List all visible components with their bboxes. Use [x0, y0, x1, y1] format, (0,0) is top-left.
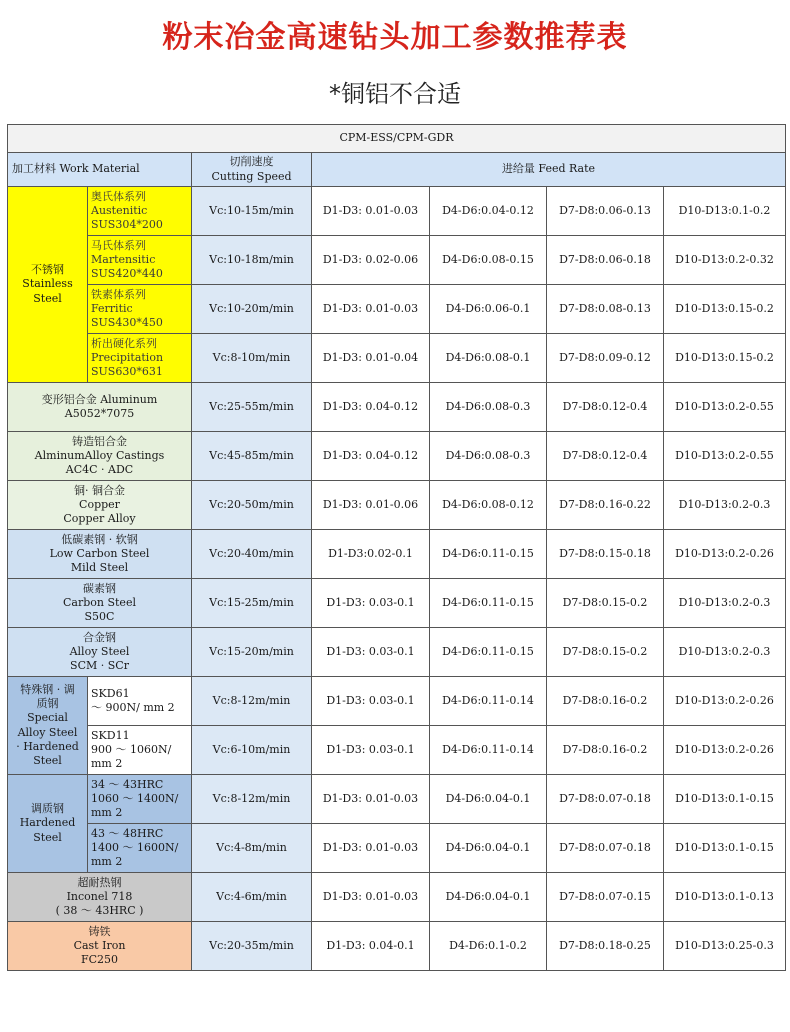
- feed-d1-d3: D1-D3: 0.04-0.12: [312, 383, 430, 432]
- feed-d7-d8: D7-D8:0.06-0.13: [547, 187, 664, 236]
- header-material: 加工材料 Work Material: [8, 153, 192, 187]
- sub-line: SKD11: [91, 728, 130, 742]
- sub-line: 铁素体系列: [91, 287, 146, 301]
- table-row: [8, 481, 786, 530]
- group-stainless: [8, 187, 88, 383]
- group-special-steel: [8, 677, 88, 775]
- page-subtitle: *铜铝不合适: [329, 80, 461, 108]
- cutting-speed: Vc:20-50m/min: [192, 481, 312, 530]
- feed-d4-d6: D4-D6:0.11-0.14: [430, 677, 547, 726]
- sub-line: SUS430*450: [91, 316, 163, 330]
- material-line: Copper: [79, 497, 120, 511]
- header-speed-en: Cutting Speed: [211, 169, 292, 183]
- material-low-carbon: [8, 530, 192, 579]
- feed-d1-d3: D1-D3: 0.03-0.1: [312, 677, 430, 726]
- cutting-speed: Vc:10-18m/min: [192, 236, 312, 285]
- group-special-line: Steel: [33, 753, 62, 767]
- material-alloy: [8, 628, 192, 677]
- material-line: AlminumAlloy Castings: [34, 448, 165, 462]
- group-hardened-steel: [8, 775, 88, 873]
- feed-d1-d3: D1-D3: 0.01-0.06: [312, 481, 430, 530]
- material-copper: [8, 481, 192, 530]
- feed-d10-d13: D10-D13:0.15-0.2: [664, 285, 786, 334]
- feed-d10-d13: D10-D13:0.2-0.26: [664, 726, 786, 775]
- feed-d10-d13: D10-D13:0.2-0.3: [664, 481, 786, 530]
- group-special-line: 特殊钢 · 调: [20, 683, 75, 697]
- cutting-speed: Vc:4-8m/min: [192, 824, 312, 873]
- material-line: FC250: [80, 953, 119, 967]
- material-line: 变形铝合金 Aluminum: [41, 392, 158, 406]
- table-row: [8, 530, 786, 579]
- material-heat-resistant: [8, 873, 192, 922]
- feed-d10-d13: D10-D13:0.1-0.15: [664, 775, 786, 824]
- feed-d10-d13: D10-D13:0.2-0.32: [664, 236, 786, 285]
- material-line: Copper Alloy: [63, 512, 136, 526]
- feed-d7-d8: D7-D8:0.08-0.13: [547, 285, 664, 334]
- cutting-speed: Vc:6-10m/min: [192, 726, 312, 775]
- material-line: ( 38 ～ 43HRC ): [55, 904, 144, 918]
- feed-d4-d6: D4-D6:0.08-0.1: [430, 334, 547, 383]
- feed-d1-d3: D1-D3: 0.01-0.03: [312, 775, 430, 824]
- cutting-speed: Vc:20-35m/min: [192, 922, 312, 971]
- table-row: [8, 726, 786, 775]
- table-row: [8, 187, 786, 236]
- feed-d10-d13: D10-D13:0.2-0.55: [664, 432, 786, 481]
- material-line: 碳素钢: [83, 581, 116, 595]
- feed-d7-d8: D7-D8:0.07-0.18: [547, 824, 664, 873]
- sub-line: Martensitic: [91, 252, 156, 266]
- group-hardened-line: Hardened: [19, 816, 76, 830]
- header-feed: 进给量 Feed Rate: [312, 153, 786, 187]
- table-row: [8, 334, 786, 383]
- material-line: A5052*7075: [64, 407, 135, 420]
- material-line: 铜· 铜合金: [74, 483, 125, 497]
- feed-d4-d6: D4-D6:0.11-0.15: [430, 628, 547, 677]
- cutting-speed: Vc:15-20m/min: [192, 628, 312, 677]
- feed-d10-d13: D10-D13:0.2-0.3: [664, 579, 786, 628]
- feed-d4-d6: D4-D6:0.04-0.1: [430, 873, 547, 922]
- group-stainless-line: 不锈钢: [31, 263, 64, 277]
- feed-d7-d8: D7-D8:0.18-0.25: [547, 922, 664, 971]
- cutting-speed: Vc:8-10m/min: [192, 334, 312, 383]
- feed-d1-d3: D1-D3: 0.03-0.1: [312, 579, 430, 628]
- cutting-speed: Vc:10-15m/min: [192, 187, 312, 236]
- sub-line: mm 2: [91, 855, 123, 869]
- feed-d7-d8: D7-D8:0.15-0.2: [547, 628, 664, 677]
- feed-d1-d3: D1-D3: 0.02-0.06: [312, 236, 430, 285]
- table-row: [8, 432, 786, 481]
- group-special-line: · Hardened: [16, 739, 79, 753]
- cutting-speed: Vc:4-6m/min: [192, 873, 312, 922]
- sub-material: [88, 187, 192, 236]
- material-line: 超耐热钢: [77, 875, 122, 889]
- sub-material: [88, 236, 192, 285]
- page-title: 粉末冶金高速钻头加工参数推荐表: [162, 20, 628, 55]
- group-special-line: 质钢: [36, 697, 59, 711]
- sub-material: [88, 824, 192, 873]
- feed-d1-d3: D1-D3: 0.01-0.03: [312, 187, 430, 236]
- material-carbon: [8, 579, 192, 628]
- group-special-line: Special: [27, 711, 68, 725]
- table-row: [8, 579, 786, 628]
- feed-d10-d13: D10-D13:0.2-0.3: [664, 628, 786, 677]
- feed-d1-d3: D1-D3: 0.03-0.1: [312, 628, 430, 677]
- table-title-row: [8, 125, 786, 153]
- sub-line: mm 2: [91, 757, 123, 771]
- table-row: [8, 775, 786, 824]
- table-row: [8, 824, 786, 873]
- table-title: CPM-ESS/CPM-GDR: [8, 125, 786, 153]
- sub-material: [88, 775, 192, 824]
- group-special-line: Alloy Steel: [17, 725, 78, 739]
- feed-d4-d6: D4-D6:0.08-0.3: [430, 432, 547, 481]
- feed-d1-d3: D1-D3: 0.01-0.04: [312, 334, 430, 383]
- feed-d1-d3: D1-D3: 0.03-0.1: [312, 726, 430, 775]
- feed-d1-d3: D1-D3: 0.01-0.03: [312, 285, 430, 334]
- sub-line: 奥氏体系列: [91, 189, 146, 203]
- sub-line: 1060 ～ 1400N/: [91, 791, 179, 805]
- material-line: Inconel 718: [66, 889, 133, 903]
- table-row: [8, 677, 786, 726]
- material-line: Mild Steel: [70, 561, 129, 575]
- feed-d7-d8: D7-D8:0.12-0.4: [547, 432, 664, 481]
- sub-line: 马氏体系列: [91, 238, 146, 252]
- feed-d7-d8: D7-D8:0.07-0.15: [547, 873, 664, 922]
- table-row: [8, 383, 786, 432]
- material-line: Carbon Steel: [63, 595, 136, 609]
- feed-d4-d6: D4-D6:0.11-0.15: [430, 530, 547, 579]
- material-line: Cast Iron: [73, 938, 126, 952]
- material-line: S50C: [84, 610, 115, 624]
- sub-line: Ferritic: [91, 301, 133, 315]
- header-row: [8, 153, 786, 187]
- cutting-speed: Vc:45-85m/min: [192, 432, 312, 481]
- material-line: Low Carbon Steel: [49, 546, 150, 560]
- material-line: Alloy Steel: [69, 644, 130, 658]
- material-line: SCM · SCr: [70, 659, 129, 673]
- sub-material: [88, 285, 192, 334]
- sub-line: SUS420*440: [91, 267, 163, 281]
- feed-d1-d3: D1-D3: 0.04-0.12: [312, 432, 430, 481]
- feed-d4-d6: D4-D6:0.04-0.1: [430, 775, 547, 824]
- table-row: [8, 285, 786, 334]
- sub-material: [88, 334, 192, 383]
- feed-d4-d6: D4-D6:0.06-0.1: [430, 285, 547, 334]
- cutting-speed: Vc:15-25m/min: [192, 579, 312, 628]
- feed-d10-d13: D10-D13:0.15-0.2: [664, 334, 786, 383]
- sub-line: ～ 900N/ mm 2: [91, 701, 175, 714]
- material-line: 铸铁: [88, 924, 111, 938]
- feed-d10-d13: D10-D13:0.25-0.3: [664, 922, 786, 971]
- table-row: [8, 873, 786, 922]
- sub-material: [88, 677, 192, 726]
- parameter-table: [7, 124, 786, 971]
- material-aluminum: [8, 383, 192, 432]
- feed-d10-d13: D10-D13:0.2-0.26: [664, 677, 786, 726]
- cutting-speed: Vc:25-55m/min: [192, 383, 312, 432]
- material-line: AC4C · ADC: [65, 463, 134, 477]
- header-speed-cn: 切削速度: [229, 155, 274, 169]
- feed-d7-d8: D7-D8:0.16-0.2: [547, 677, 664, 726]
- feed-d7-d8: D7-D8:0.09-0.12: [547, 334, 664, 383]
- sub-line: 1400 ～ 1600N/: [91, 840, 179, 854]
- group-stainless-line: Stainless: [22, 277, 73, 291]
- feed-d1-d3: D1-D3:0.02-0.1: [312, 530, 430, 579]
- feed-d4-d6: D4-D6:0.04-0.1: [430, 824, 547, 873]
- table-row: [8, 236, 786, 285]
- group-stainless-line: Steel: [33, 291, 62, 305]
- feed-d7-d8: D7-D8:0.06-0.18: [547, 236, 664, 285]
- feed-d1-d3: D1-D3: 0.04-0.1: [312, 922, 430, 971]
- feed-d7-d8: D7-D8:0.16-0.2: [547, 726, 664, 775]
- feed-d10-d13: D10-D13:0.2-0.26: [664, 530, 786, 579]
- header-speed: [192, 153, 312, 187]
- material-cast-iron: [8, 922, 192, 971]
- sub-material: [88, 726, 192, 775]
- cutting-speed: Vc:8-12m/min: [192, 775, 312, 824]
- cutting-speed: Vc:20-40m/min: [192, 530, 312, 579]
- feed-d7-d8: D7-D8:0.16-0.22: [547, 481, 664, 530]
- material-line: 低碳素钢 · 软钢: [61, 532, 138, 546]
- group-hardened-line: 调质钢: [31, 802, 64, 816]
- feed-d4-d6: D4-D6:0.08-0.15: [430, 236, 547, 285]
- sub-line: 析出硬化系列: [91, 336, 157, 350]
- feed-d4-d6: D4-D6:0.11-0.14: [430, 726, 547, 775]
- material-line: 铸造铝合金: [72, 434, 127, 448]
- material-cast-aluminum: [8, 432, 192, 481]
- sub-line: 43 ～ 48HRC: [91, 826, 164, 840]
- table-row: [8, 922, 786, 971]
- sub-line: 900 ～ 1060N/: [91, 742, 172, 756]
- feed-d10-d13: D10-D13:0.1-0.13: [664, 873, 786, 922]
- material-line: 合金钢: [83, 630, 116, 644]
- sub-line: Precipitation: [91, 350, 164, 364]
- cutting-speed: Vc:10-20m/min: [192, 285, 312, 334]
- feed-d7-d8: D7-D8:0.15-0.18: [547, 530, 664, 579]
- sub-line: mm 2: [91, 806, 123, 820]
- cutting-speed: Vc:8-12m/min: [192, 677, 312, 726]
- feed-d1-d3: D1-D3: 0.01-0.03: [312, 824, 430, 873]
- feed-d4-d6: D4-D6:0.04-0.12: [430, 187, 547, 236]
- group-hardened-line: Steel: [33, 830, 62, 844]
- feed-d4-d6: D4-D6:0.1-0.2: [430, 922, 547, 971]
- feed-d4-d6: D4-D6:0.08-0.12: [430, 481, 547, 530]
- feed-d7-d8: D7-D8:0.07-0.18: [547, 775, 664, 824]
- sub-line: SUS630*631: [91, 365, 163, 379]
- feed-d1-d3: D1-D3: 0.01-0.03: [312, 873, 430, 922]
- feed-d4-d6: D4-D6:0.08-0.3: [430, 383, 547, 432]
- feed-d7-d8: D7-D8:0.15-0.2: [547, 579, 664, 628]
- feed-d7-d8: D7-D8:0.12-0.4: [547, 383, 664, 432]
- sub-line: Austenitic: [91, 203, 148, 217]
- feed-d10-d13: D10-D13:0.1-0.15: [664, 824, 786, 873]
- feed-d4-d6: D4-D6:0.11-0.15: [430, 579, 547, 628]
- feed-d10-d13: D10-D13:0.1-0.2: [664, 187, 786, 236]
- sub-line: 34 ～ 43HRC: [91, 777, 164, 791]
- sub-line: SKD61: [91, 686, 130, 700]
- feed-d10-d13: D10-D13:0.2-0.55: [664, 383, 786, 432]
- sub-line: SUS304*200: [91, 218, 163, 232]
- table-row: [8, 628, 786, 677]
